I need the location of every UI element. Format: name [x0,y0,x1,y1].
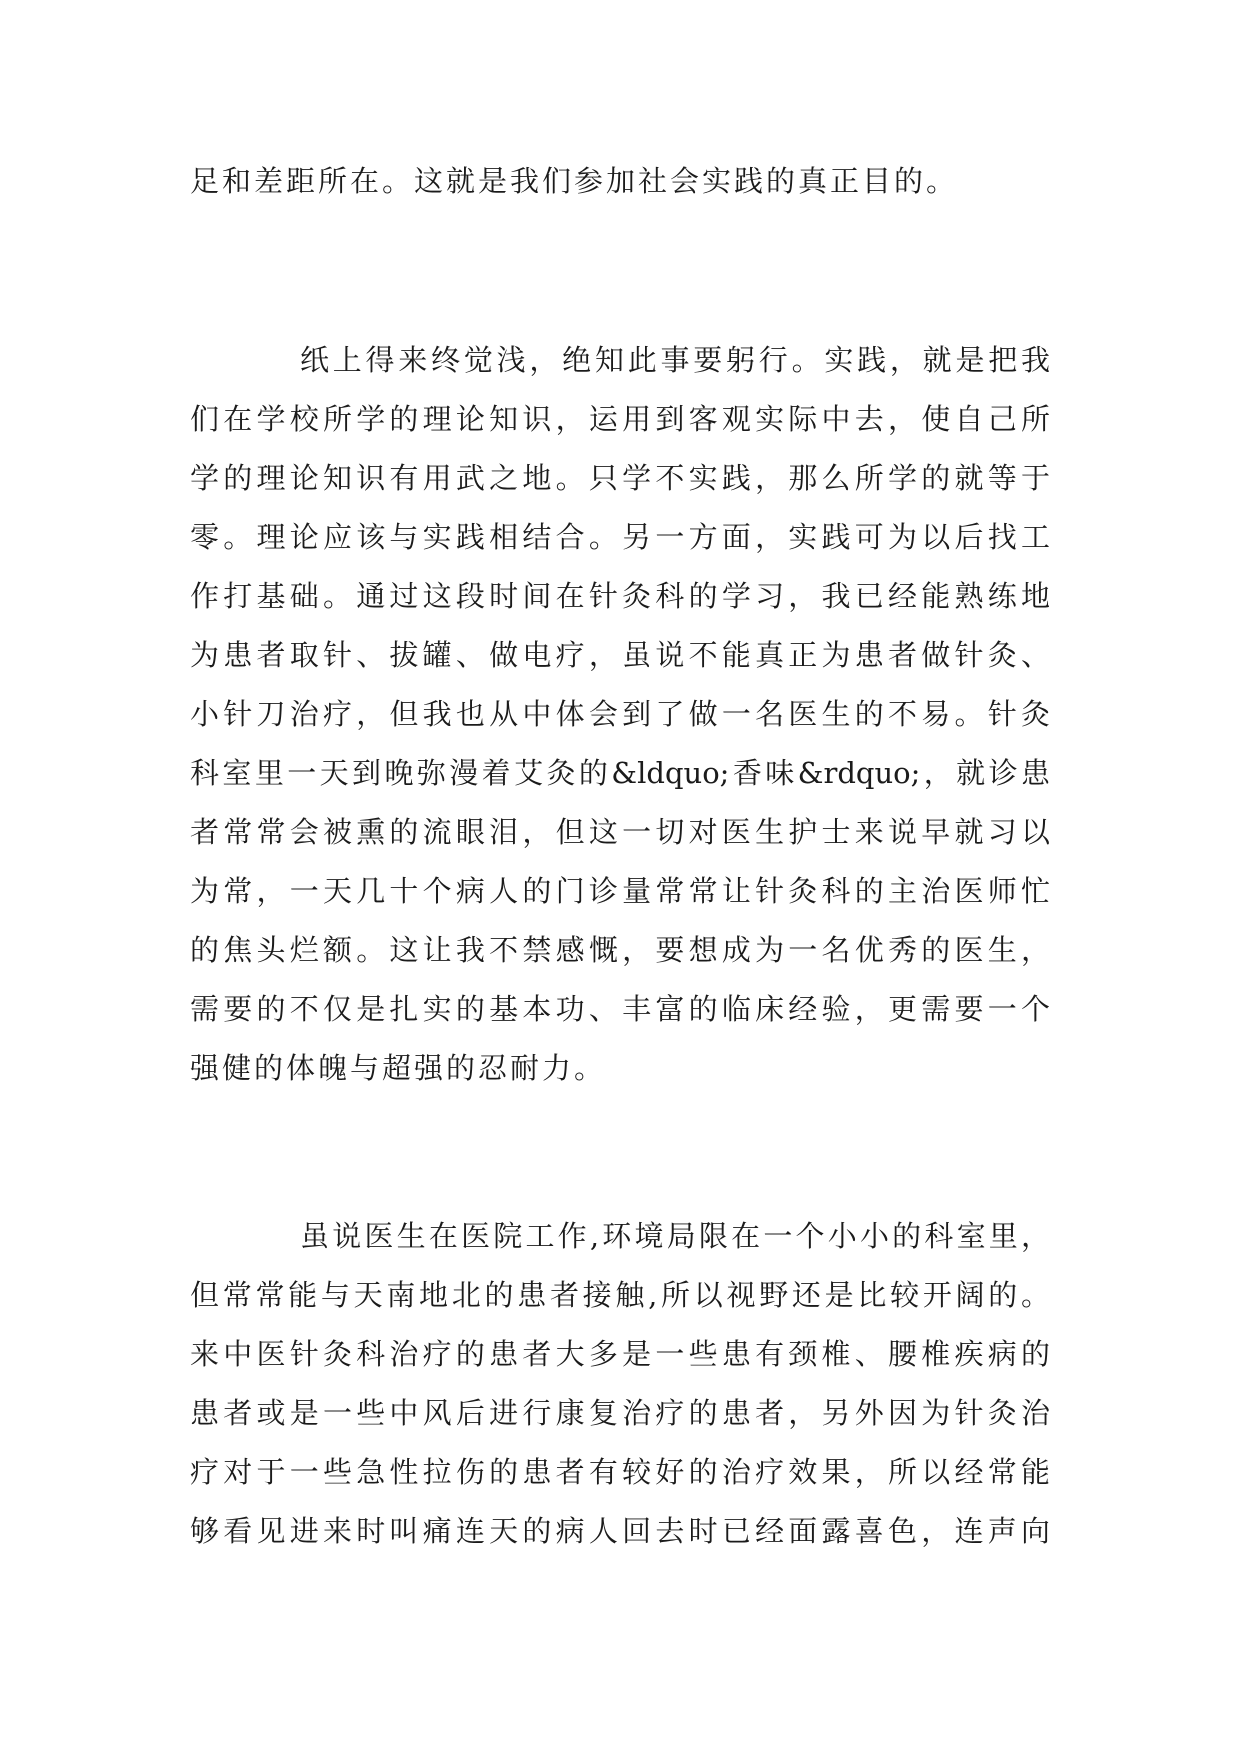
text-line: 作打基础。通过这段时间在针灸科的学习，我已经能熟练地 [190,579,1050,613]
text-line: 们在学校所学的理论知识，运用到客观实际中去，使自己所 [190,402,1050,436]
text-line: 纸上得来终觉浅，绝知此事要躬行。实践，就是把我 [300,343,1050,377]
text-line: 学的理论知识有用武之地。只学不实践，那么所学的就等于 [190,461,1050,495]
text-line: 疗对于一些急性拉伤的患者有较好的治疗效果，所以经常能 [190,1455,1050,1489]
text-line: 需要的不仅是扎实的基本功、丰富的临床经验，更需要一个 [190,992,1050,1026]
text-line: 为常，一天几十个病人的门诊量常常让针灸科的主治医师忙 [190,874,1050,908]
text-line: 来中医针灸科治疗的患者大多是一些患有颈椎、腰椎疾病的 [190,1337,1050,1371]
paragraph-2 [190,331,1050,1098]
text-line: 的焦头烂额。这让我不禁感慨，要想成为一名优秀的医生， [190,933,1050,967]
text-line: 患者或是一些中风后进行康复治疗的患者，另外因为针灸治 [190,1396,1050,1430]
text-line: 者常常会被熏的流眼泪，但这一切对医生护士来说早就习以 [190,815,1050,849]
text-line: 零。理论应该与实践相结合。另一方面，实践可为以后找工 [190,520,1050,554]
text-line: 为患者取针、拔罐、做电疗，虽说不能真正为患者做针灸、 [190,638,1050,672]
paragraph-3 [190,1207,1050,1561]
text-line: 够看见进来时叫痛连天的病人回去时已经面露喜色，连声向 [190,1514,1050,1548]
text-line: 足和差距所在。这就是我们参加社会实践的真正目的。 [190,164,959,198]
text-line: 强健的体魄与超强的忍耐力。 [190,1051,607,1085]
paragraph-1 [190,152,1050,211]
text-line: 小针刀治疗，但我也从中体会到了做一名医生的不易。针灸 [190,697,1050,731]
text-line: 但常常能与天南地北的患者接触,所以视野还是比较开阔的。 [190,1278,1050,1312]
text-line: 科室里一天到晚弥漫着艾灸的&ldquo;香味&rdquo;，就诊患 [190,756,1050,790]
text-line: 虽说医生在医院工作,环境局限在一个小小的科室里， [300,1219,1050,1253]
